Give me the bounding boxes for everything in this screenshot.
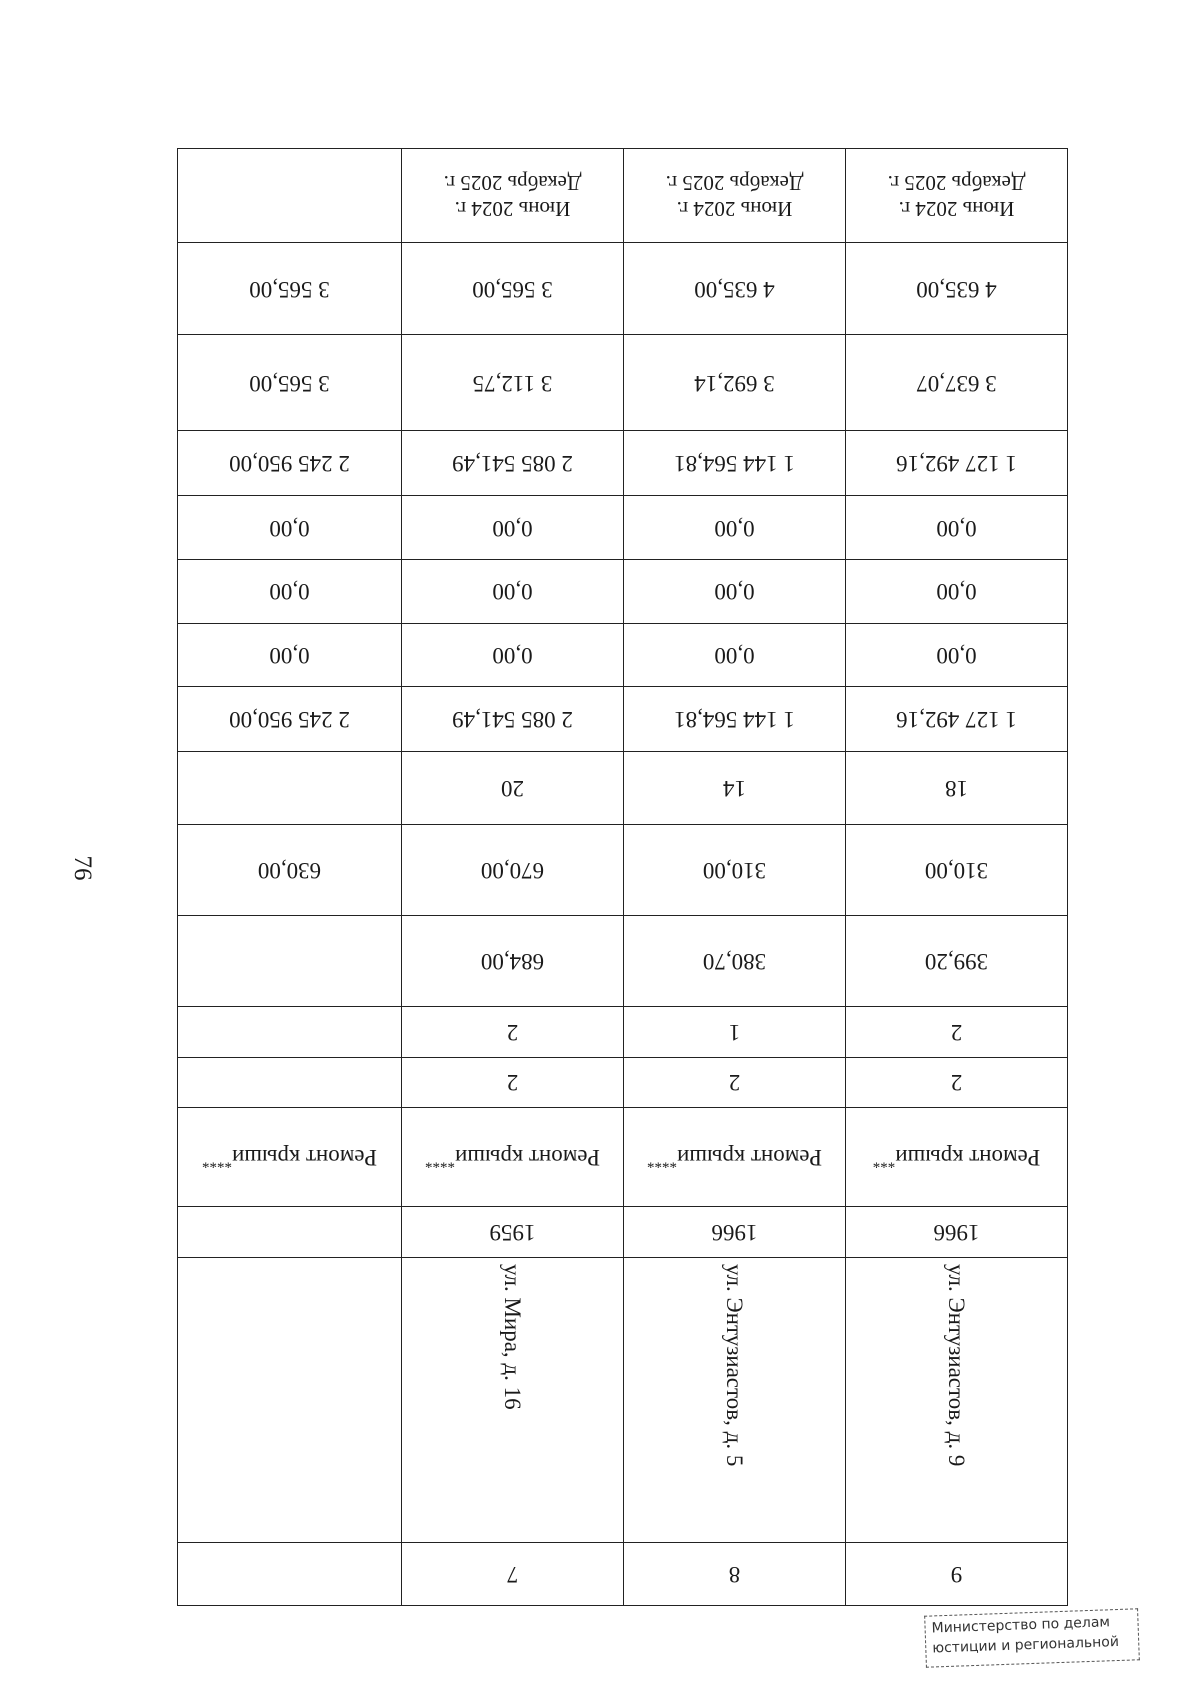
work-text: Ремонт крыши	[232, 1145, 378, 1171]
table-cell: 1966	[846, 1207, 1068, 1258]
table-cell: 14	[624, 752, 846, 825]
table-cell: 2	[624, 1057, 846, 1108]
table-cell: 3 565,00	[178, 335, 402, 431]
work-text: Ремонт крыши	[455, 1145, 601, 1171]
table-cell: 0,00	[178, 623, 402, 687]
table-cell: 4 635,00	[624, 243, 846, 335]
row-area	[178, 916, 1068, 1007]
table-cell: 3 565,00	[178, 243, 402, 335]
address-cell	[624, 1257, 846, 1542]
table-cell: 1966	[624, 1207, 846, 1258]
table-cell: 8	[624, 1543, 846, 1606]
work-text: Ремонт крыши	[895, 1145, 1041, 1171]
period-start: Июнь 2024 г.	[898, 196, 1015, 221]
table-cell: 380,70	[624, 916, 846, 1007]
table-cell: 0,00	[846, 623, 1068, 687]
table-cell: 0,00	[178, 559, 402, 623]
row-unit-cost	[178, 335, 1068, 431]
table-cell: 2 245 950,00	[178, 687, 402, 752]
table-cell	[178, 752, 402, 825]
table-cell: 2	[402, 1007, 624, 1058]
row-z1	[178, 623, 1068, 687]
address-text: ул. Энтузиастов, д. 5	[722, 1263, 748, 1467]
table-cell	[178, 1108, 402, 1207]
table-cell: 1959	[402, 1207, 624, 1258]
row-sum	[178, 431, 1068, 496]
table-cell	[178, 1543, 402, 1606]
data-table	[177, 148, 1068, 1606]
work-mark: ***	[872, 1154, 896, 1171]
work-text: Ремонт крыши	[677, 1145, 823, 1171]
table-container	[178, 148, 1068, 1606]
table-cell: 0,00	[624, 496, 846, 560]
period-end: Декабрь 2025 г.	[665, 170, 804, 195]
table-cell: 1 144 564,81	[624, 431, 846, 496]
page-number: 76	[69, 855, 96, 881]
table-cell	[178, 149, 402, 243]
table-cell: 0,00	[402, 496, 624, 560]
row-address	[178, 1257, 1068, 1542]
table-cell	[178, 1257, 402, 1542]
work-mark: ****	[202, 1154, 232, 1171]
table-cell: 2	[846, 1007, 1068, 1058]
table-cell: 399,20	[846, 916, 1068, 1007]
address-cell	[402, 1257, 624, 1542]
table-cell: 0,00	[624, 623, 846, 687]
period-end: Декабрь 2025 г.	[443, 170, 582, 195]
table-cell: 18	[846, 752, 1068, 825]
table-cell: 20	[402, 752, 624, 825]
table-cell: 670,00	[402, 824, 624, 915]
table-cell	[402, 1108, 624, 1207]
table-cell: 1 144 564,81	[624, 687, 846, 752]
row-c1	[178, 1057, 1068, 1108]
table-cell: 0,00	[402, 623, 624, 687]
stamp-line-2: юстиции и региональной	[932, 1633, 1120, 1657]
table-cell: 2 085 541,49	[402, 687, 624, 752]
work-mark: ****	[425, 1154, 455, 1171]
table-cell: 4 635,00	[846, 243, 1068, 335]
table-cell	[178, 1007, 402, 1058]
row-total	[178, 687, 1068, 752]
table-cell: 3 565,00	[402, 243, 624, 335]
table-cell: 9	[846, 1543, 1068, 1606]
table-cell: 0,00	[178, 496, 402, 560]
table-cell: 0,00	[846, 559, 1068, 623]
table-cell: 0,00	[624, 559, 846, 623]
row-year	[178, 1207, 1068, 1258]
ministry-stamp	[924, 1608, 1140, 1667]
row-number	[178, 1543, 1068, 1606]
stamp-line-1: Министерство по делам	[931, 1614, 1111, 1637]
row-period	[178, 149, 1068, 243]
table-cell: 0,00	[402, 559, 624, 623]
table-cell: 1	[624, 1007, 846, 1058]
address-text: ул. Энтузиастов, д. 9	[944, 1263, 970, 1467]
address-cell	[846, 1257, 1068, 1542]
table-cell: 7	[402, 1543, 624, 1606]
row-z3	[178, 496, 1068, 560]
period-start: Июнь 2024 г.	[454, 196, 571, 221]
table-cell: 2 085 541,49	[402, 431, 624, 496]
period-end: Декабрь 2025 г.	[887, 170, 1026, 195]
table-cell: 1 127 492,16	[846, 687, 1068, 752]
table-cell: 630,00	[178, 824, 402, 915]
row-work	[178, 1108, 1068, 1207]
table-cell: 3 112,75	[402, 335, 624, 431]
row-count	[178, 752, 1068, 825]
period-start: Июнь 2024 г.	[676, 196, 793, 221]
row-limit	[178, 243, 1068, 335]
table-cell: 1 127 492,16	[846, 431, 1068, 496]
table-cell	[402, 149, 624, 243]
table-cell: 3 692,14	[624, 335, 846, 431]
table-cell: 310,00	[624, 824, 846, 915]
table-cell: 310,00	[846, 824, 1068, 915]
table-cell	[846, 149, 1068, 243]
table-cell	[624, 1108, 846, 1207]
table-cell	[846, 1108, 1068, 1207]
table-cell: 3 637,07	[846, 335, 1068, 431]
row-z2	[178, 559, 1068, 623]
table-cell: 2	[402, 1057, 624, 1108]
row-area2	[178, 824, 1068, 915]
table-cell: 2 245 950,00	[178, 431, 402, 496]
table-cell	[624, 149, 846, 243]
table-cell: 684,00	[402, 916, 624, 1007]
table-cell	[178, 1057, 402, 1108]
table-cell: 0,00	[846, 496, 1068, 560]
address-text: ул. Мира, д. 16	[500, 1263, 526, 1410]
row-c2	[178, 1007, 1068, 1058]
work-mark: ****	[647, 1154, 677, 1171]
table-cell: 2	[846, 1057, 1068, 1108]
table-cell	[178, 1207, 402, 1258]
table-cell	[178, 916, 402, 1007]
